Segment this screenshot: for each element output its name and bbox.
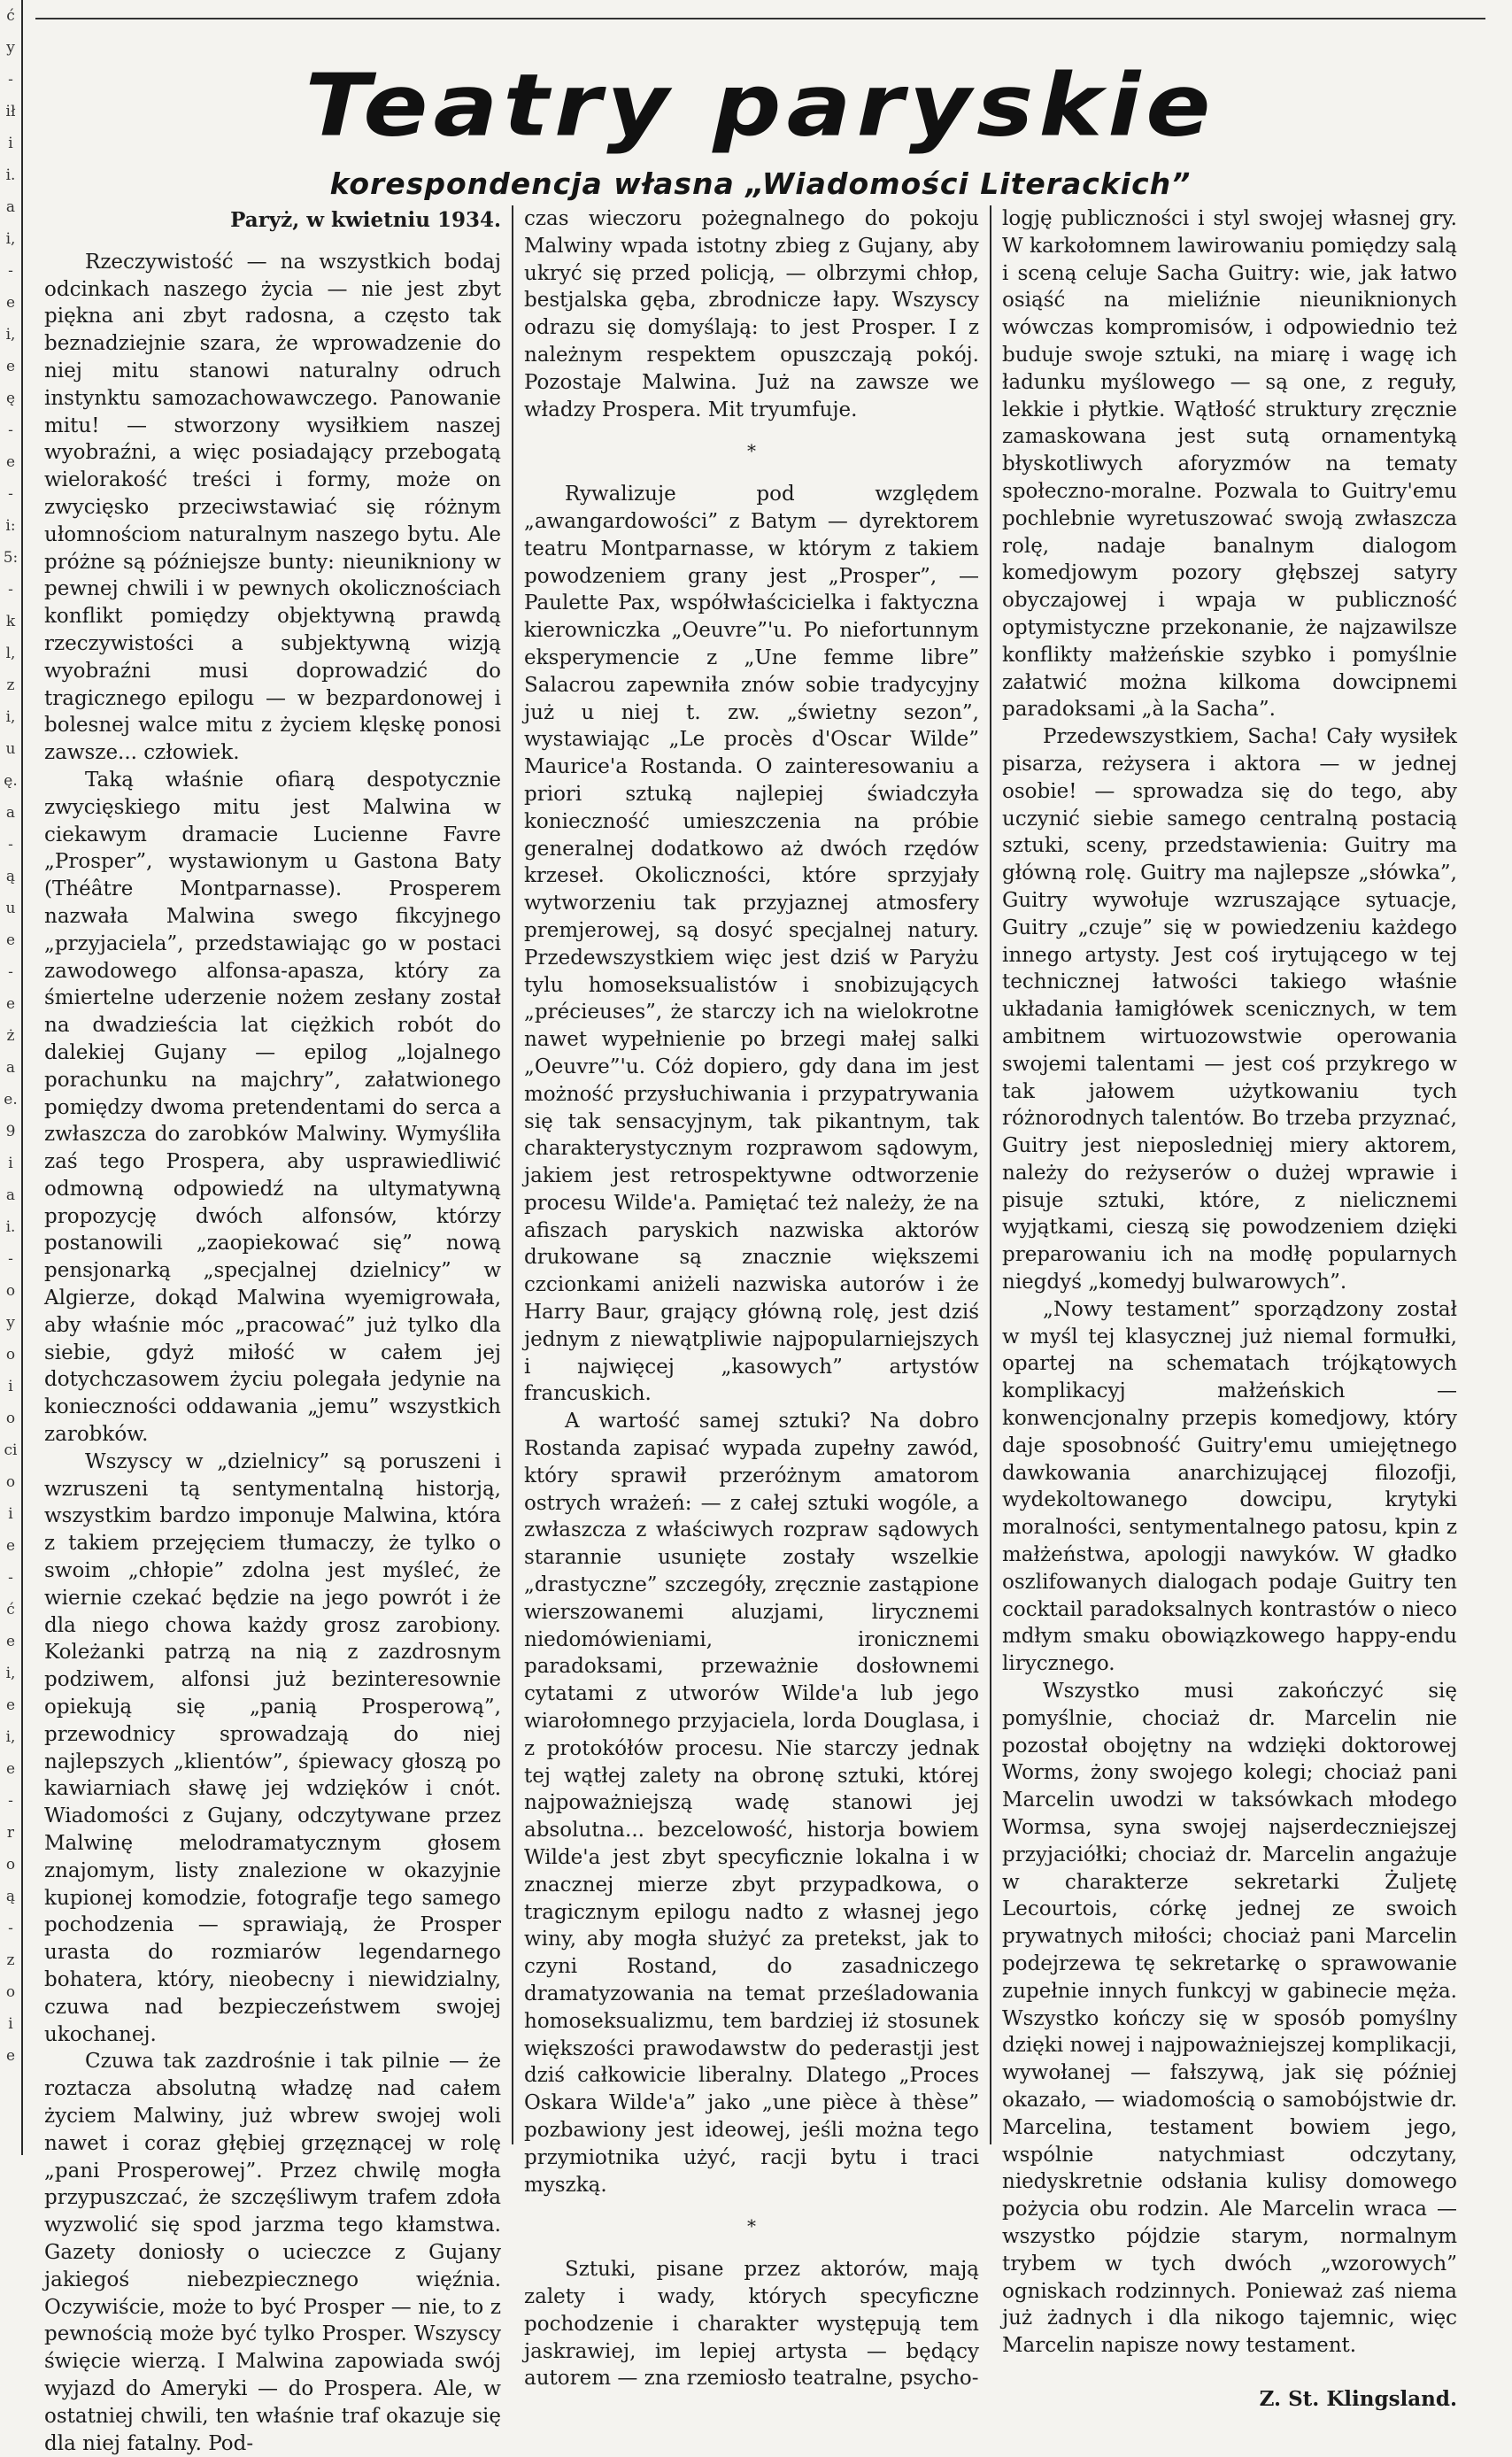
margin-fragment: y bbox=[6, 1314, 15, 1332]
top-rule bbox=[35, 2, 1485, 19]
masthead bbox=[35, 53, 1485, 201]
dateline: Paryż, w kwietniu 1934. bbox=[230, 208, 501, 232]
paragraph: Rywalizuje pod względem „awangardowości” z Batym — dyrektorem teatru Montparnasse, w którym z takiem powodzeniem grany jest „Prosper”, — Paulette Pax, współwłaścicielka i faktyczna kierowniczka „Oeuvre”'u. Po niefortunnym eksperymencie z „Une femme libre” Salacrou zapewniła znów sobie tradycyjny już u niej t. zw. „świetny sezon”, wystawiając „Le procès d'Oscar Wilde” Maurice'a Rostanda. O zainteresowaniu a priori sztuką najlepiej świadczyła konieczność umieszczenia na próbie generalnej dodatkowo aż dwóch rzędów krzeseł. Okoliczności, które sprzyjały wytworzeniu tak przyjaznej atmosfery premjerowej, są dosyć specjalnej natury. Przedewszystkiem więc jest dziś w Paryżu tylu homoseksualistów i snobizujących „précieuses”, że starczy ich na wielokrotne nawet wypełnienie po brzegi małej salki „Oeuvre”'u. Cóż dopiero, gdy dana im jest możność przysłuchiwania i przypatrywania się tak sensacyjnym, tak pikantnym, tak charakterystycznym rozprawom sądowym, jakiem jest retrospektywne odtworzenie procesu Wilde'a. Pamiętać też należy, że na afiszach paryskich nazwiska aktorów drukowane są znacznie większemi czcionkami aniżeli nazwiska autorów i że Harry Baur, grający główną rolę, jest dziś jednym z niewątpliwie najpopularniejszych i najwięcej „kasowych” artystów francuskich. bbox=[524, 483, 979, 1406]
section-separator: * bbox=[747, 440, 756, 462]
paragraph: Wszystko musi zakończyć się pomyślnie, chociaż dr. Marcelin nie pozostał obojętny na wdzięki doktorowej Worms, żony swojego kolegi; chociaż pani Marcelin uwodzi w taksówkach młodego Wormsa, syna swojej najserdeczniejszej przyjaciółki; chociaż dr. Marcelin angażuje w charakterze sekretarki Żuljetę Lecourtois, córkę jednej ze swoich prywatnych miłości; chociaż pani Marcelin podejrzewa tę sekretarkę o sprawowanie zupełnie innych funkcyj w gabinecie męża. Wszystko kończy się w sposób pomyślny dzięki nowej i najpoważniejszej komplikacji, wywołanej — fałszywą, jak się później okazało, — wiadomością o samobójstwie dr. Marcelina, testament bowiem jego, wspólnie natychmiast odczytany, niedyskretnie odsłania kulisy domowego pożycia obu rodzin. Ale Marcelin wraca — wszystko pójdzie starym, normalnym trybem w tych dwóch „wzorowych” ogniskach rodzinnych. Ponieważ zaś niema już żadnych i dla nikogo tajemnic, więc Marcelin napisze nowy testament. bbox=[1002, 1680, 1457, 2358]
margin-fragment: z bbox=[6, 1951, 15, 1969]
margin-fragment: - bbox=[8, 71, 13, 89]
margin-fragment: o bbox=[5, 1282, 16, 1300]
margin-fragment: a bbox=[5, 198, 16, 216]
margin-fragment: i bbox=[8, 2015, 13, 2033]
column-2 bbox=[512, 205, 990, 2391]
margin-fragment: a bbox=[5, 1186, 16, 1204]
margin-fragment: ę. bbox=[4, 772, 18, 790]
margin-fragment: ił bbox=[5, 103, 16, 120]
margin-fragment: - bbox=[8, 1569, 13, 1587]
paragraph: A wartość samej sztuki? Na dobro Rostanda zapisać wypada zupełny zawód, który sprawił przeróżnym amatorom ostrych wrażeń: — z całej sztuki wogóle, a zwłaszcza z właściwych rozpraw sądowych starannie usunięte zostały wszelkie „drastyczne” szczegóły, zręcznie zastąpione wierszowanemi aluzjami, lirycznemi niedomówieniami, ironicznemi paradoksami, przeważnie dosłownemi cytatami z utworów Wilde'a lub jego wiarołomnego przyjaciela, lorda Douglasa, i z protokółów procesu. Nie starczy jednak tej wątłej zalety na obronę sztuki, której najpoważniejszą wadę stanowi jej absolutna... bezcelowość, historja bowiem Wilde'a jest zbyt specyficznie lokalna i w znacznej mierze zbyt przypadkowa, o tragicznym epilogu nadto z własnej jego winy, aby mogła służyć za pretekst, jak to czyni Rostand, do zasadniczego dramatyzowania na temat prześladowania homoseksualizmu, tem bardziej iż stosunek większości prawodawstw do pederastji jest dziś całkowicie liberalny. Dlatego „Proces Oskara Wilde'a” jako „une pièce à thèse” pozbawiony jest ideowej, jeśli można tego przymiotnika użyć, racji bytu i traci myszką. bbox=[524, 1410, 979, 2197]
margin-fragment: i, bbox=[5, 230, 16, 248]
margin-fragment: ć bbox=[6, 1601, 15, 1619]
margin-fragment: i: bbox=[5, 517, 16, 535]
margin-fragment: i bbox=[8, 1378, 13, 1395]
margin-fragment: e bbox=[5, 358, 16, 375]
column-1 bbox=[34, 205, 512, 2455]
paragraph: Rzeczywistość — na wszystkich bodaj odcinkach naszego życia — nie jest zbyt piękna ani zbyt radosna, a często tak beznadziejnie szara, że wprowadzenie do niej mitu stanowi naturalny odruch instynktu samozachowawczego. Panowanie mitu! — stworzony wysiłkiem naszej wyobraźni, a więc posiadający przebogatą wielorakość treści i formy, może on zwycięsko przeciwstawiać się różnym ułomnościom naturalnym naszego bytu. Ale próżne są późniejsze bunty: nieunikniony w pewnej chwili i w pewnych okolicznościach konflikt pomiędzy objektywną prawdą rzeczywistości a subjektywną wizją wyobraźni musi doprowadzić do tragicznego epilogu — w bezpardonowej i bolesnej walce mitu z życiem klęskę ponosi zawsze... człowiek. bbox=[44, 250, 501, 765]
margin-fragment: i, bbox=[5, 1665, 16, 1682]
margin-fragment: l, bbox=[5, 645, 16, 662]
paragraph: Przedewszystkiem, Sacha! Cały wysiłek pisarza, reżysera i aktora — w jednej osobie! — sprowadza się do tego, aby uczynić siebie samego centralną postacią sztuki, sceny, przedstawienia: Guitry ma główną rolę. Guitry ma najlepsze „słówka”, Guitry wywołuje wzruszające sytuacje, Guitry „czuje” się w powiedzeniu każdego innego artysty. Jest coś irytującego w tej technicznej łatwości takiego właśnie układania łamigłówek scenicznych, w tem ambitnem wirtuozowstwie operowania swojemi talentami — jest coś przykrego w tak jałowem użytkowaniu tych różnorodnych talentów. Bo trzeba przyznać, Guitry jest nieposlednięj miery aktorem, należy do reżyserów o dużej wprawie i pisuje sztuki, które, z nielicznemi wyjątkami, cieszą się powodzeniem dzięki preparowaniu ich na modłę popularnych niegdyś „komedyj bulwarowych”. bbox=[1002, 725, 1457, 1294]
paragraph: „Nowy testament” sporządzony został w myśl tej klasycznej już niemal formułki, opartej na schematach trójkątowych komplikacyj małżeńskich — konwencjonalny przepis komedjowy, który daje sposobność Guitry'emu umiejętnego dawkowania anarchizującej filozofji, wydekoltowanego dowcipu, krytyki moralności, sentymentalnego patosu, kpin z małżeństwa, apologji nawyków. W gładko oszlifowanych dialogach podaje Guitry ten cocktail paradoksalnych kontrastów o nieco mdłym smaku obowiązkowego happy-endu lirycznego. bbox=[1002, 1297, 1457, 1676]
margin-fragment: o bbox=[5, 1983, 16, 2001]
margin-fragment: e bbox=[5, 1537, 16, 1555]
margin-fragment: u bbox=[5, 740, 16, 758]
margin-fragment: k bbox=[5, 613, 16, 630]
margin-fragment: e bbox=[5, 1760, 16, 1778]
paragraph: Wszyscy w „dzielnicy” są poruszeni i wzruszeni tą sentymentalną historją, wszystkim bardzo imponuje Malwina, która z takiem przejęciem tłumaczy, że tylko o swoim „chłopie” zdolna jest myśleć, że wiernie czekać będzie na jego powrót i że dla niego chowa każdy grosz zarobiony. Koleżanki patrzą na nią z zazdrosnym podziwem, alfonsi już bezinteresownie opiekują się „panią Prosperową”, przewodnicy sprowadzają do niej najlepszych „klientów”, śpiewacy głoszą po kawiarniach sławę jej wdzięków i cnót. Wiadomości z Gujany, odczytywane przez Malwinę melodramatycznym głosem znajomym, listy znalezione w okazyjnie kupionej komodzie, fotografje tego samego pochodzenia — sprawiają, że Prosper urasta do rozmiarów legendarnego bohatera, który, nieobecny i niewidzialny, czuwa nad bezpieczeństwem swojej ukochanej. bbox=[44, 1449, 501, 2046]
article-title: Teatry paryskie bbox=[305, 56, 1216, 156]
article-subtitle: korespondencja własna „Wiadomości Literackich” bbox=[329, 166, 1192, 201]
margin-fragment: ci bbox=[4, 1441, 18, 1459]
column-3 bbox=[990, 205, 1468, 2411]
margin-fragment: ż bbox=[6, 1027, 15, 1045]
margin-fragment: i bbox=[8, 1155, 13, 1172]
margin-fragment: i, bbox=[5, 708, 16, 726]
article-body bbox=[34, 205, 1468, 2455]
margin-fragment: 5: bbox=[3, 549, 19, 567]
paragraph: Czuwa tak zazdrośnie i tak pilnie — że roztacza absolutną władzę nad całem życiem Malwiny, już wbrew swojej woli nawet i coraz głębiej grzęznącej w rolę „pani Prosperowej”. Przez chwilę mogła przypuszczać, że szczęśliwym trafem zdoła wyzwolić się spod jarzma tego kłamstwa. Gazety doniosły o ucieczce z Gujany jakiegoś niebezpiecznego więźnia. Oczywiście, może to być Prosper — nie, to z pewnością może być tylko Prosper. Wszyscy święcie wierzą. I Malwina zapowiada swój wyjazd do Ameryki — do Prospera. Ale, w ostatniej chwili, ten właśnie traf okazuje się dla niej fatalny. Pod- bbox=[44, 2050, 501, 2455]
margin-fragment: e bbox=[5, 453, 16, 471]
paragraph: logję publiczności i styl swojej własnej gry. W karkołomnem lawirowaniu pomiędzy salą i sceną celuje Sacha Guitry: wie, jak łatwo osiąść na mieliźnie nieuniknionych wówczas kompromisów, i odpowiednio też buduje swoje sztuki, na miarę i wagę ich ładunku myślowego — są one, z reguły, lekkie i płytkie. Wątłość struktury zręcznie zamaskowana jest sutą ornamentyką błyskotliwych aforyzmów na tematy społeczno-moralne. Pozwala to Guitry'emu pochlebnie wyretuszować swoją zwłaszcza rolę, nadaje banalnym dialogom komedjowym pozory głębszej satyry obyczajowej i wpaja w publiczność optymistyczne przekonanie, że najzawilsze konflikty małżeńskie szybko i pomyślnie załatwić można kilkoma dowcipnemi paradoksami „à la Sacha”. bbox=[1002, 207, 1457, 722]
margin-fragment: e. bbox=[4, 1091, 18, 1109]
margin-fragment: i bbox=[8, 1505, 13, 1523]
margin-fragment: o bbox=[5, 1410, 16, 1427]
margin-fragment: o bbox=[5, 1346, 16, 1364]
margin-fragment: o bbox=[5, 1473, 16, 1491]
author-signature: Z. St. Klingsland. bbox=[1259, 2386, 1457, 2411]
margin-fragment: e bbox=[5, 294, 16, 312]
margin-fragment: - bbox=[8, 836, 13, 854]
margin-fragment: e bbox=[5, 1633, 16, 1650]
paragraph: czas wieczoru pożegnalnego do pokoju Malwiny wpada istotny zbieg z Gujany, aby ukryć się przed policją, — olbrzymi chłop, bestjalska gęba, zbrodnicze łapy. Wszyscy odrazu się domyślają: to jest Prosper. I z należnym respektem opuszczają pokój. Pozostaje Malwina. Już na zawsze we władzy Prospera. Mit tryumfuje. bbox=[524, 207, 979, 421]
margin-fragment: ę bbox=[5, 390, 16, 407]
margin-fragment: - bbox=[8, 262, 13, 280]
margin-fragment: a bbox=[5, 804, 16, 822]
margin-fragment: i. bbox=[5, 1218, 16, 1236]
margin-fragment: a bbox=[5, 1059, 16, 1077]
margin-fragment: e bbox=[5, 931, 16, 949]
margin-fragment: i, bbox=[5, 326, 16, 344]
margin-fragment: ą bbox=[5, 868, 16, 885]
adjacent-column-fragment bbox=[0, 0, 23, 2155]
margin-fragment: e bbox=[5, 995, 16, 1013]
margin-fragment: - bbox=[8, 1792, 13, 1810]
margin-fragment: i. bbox=[5, 166, 16, 184]
margin-fragment: - bbox=[8, 485, 13, 503]
margin-fragment: e bbox=[5, 1696, 16, 1714]
margin-fragment: - bbox=[8, 963, 13, 981]
margin-fragment: y bbox=[6, 39, 15, 57]
section-separator: * bbox=[747, 2215, 756, 2237]
margin-fragment: ć bbox=[6, 7, 15, 25]
margin-fragment: 9 bbox=[5, 1123, 16, 1140]
margin-fragment: u bbox=[5, 900, 16, 917]
margin-fragment: i bbox=[8, 135, 13, 152]
margin-fragment: - bbox=[8, 1920, 13, 1937]
margin-fragment: o bbox=[5, 1856, 16, 1874]
margin-fragment: - bbox=[8, 581, 13, 599]
paragraph: Sztuki, pisane przez aktorów, mają zalety i wady, których specyficzne pochodzenie i charakter występują tem jaskrawiej, im lepiej artysta — będący autorem — zna rzemiosło teatralne, psycho- bbox=[524, 2258, 979, 2391]
margin-fragment: - bbox=[8, 1250, 13, 1268]
paragraph: Taką właśnie ofiarą despotycznie zwycięskiego mitu jest Malwina w ciekawym dramacie Lucienne Favre „Prosper”, wystawionym u Gastona Baty (Théâtre Montparnasse). Prosperem nazwała Malwina swego fikcyjnego „przyjaciela”, przedstawiając go w postaci zawodowego alfonsa-apasza, który za śmiertelne uderzenie nożem zesłany został na dwadzieścia lat ciężkich robót do dalekiej Gujany — epilog „lojalnego porachunku na majchry”, załatwionego pomiędzy dwoma pretendentami do serca a zwłaszcza do zarobków Malwiny. Wymyśliła zaś tego Prospera, aby usprawiedliwić odmowną odpowiedź na ultymatywną propozycję dwóch alfonsów, którzy postanowili „zaopiekować się” nową pensjonarką „specjalnej dzielnicy” w Algierze, dokąd Malwina wyemigrowała, aby właśnie móc „pracować” już tylko dla siebie, gdyż miłość w całem jej dotychczasowem życiu polegała jedynie na konieczności oddawania „jemu” wszystkich zarobków. bbox=[44, 768, 501, 1447]
margin-fragment: - bbox=[8, 421, 13, 439]
margin-fragment: r bbox=[6, 1824, 15, 1842]
margin-fragment: i, bbox=[5, 1728, 16, 1746]
margin-fragment: e bbox=[5, 2047, 16, 2065]
margin-fragment: z bbox=[6, 676, 15, 694]
margin-fragment: ą bbox=[5, 1888, 16, 1905]
